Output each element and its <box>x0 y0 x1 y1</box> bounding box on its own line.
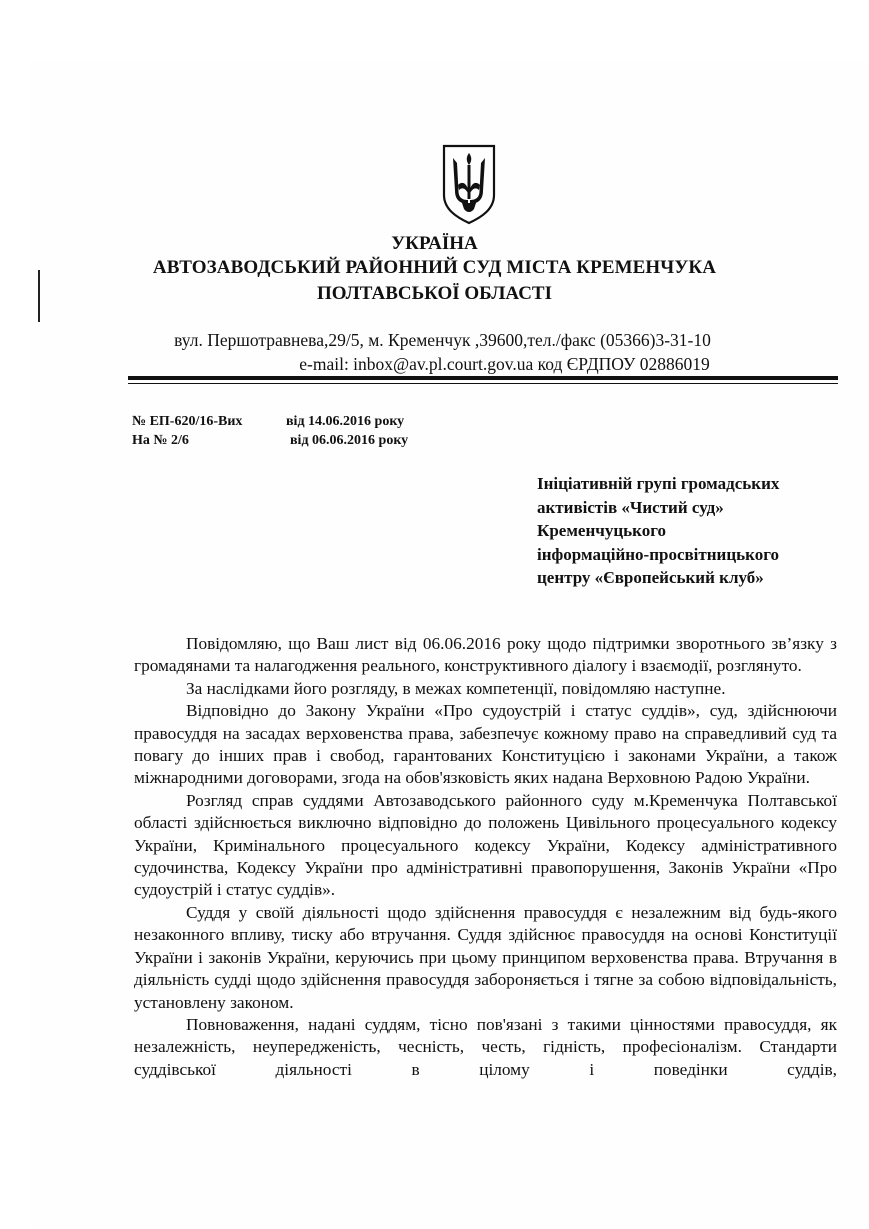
body-paragraph: Розгляд справ суддями Автозаводського районного суду м.Кременчука Полтавської області здійснюється виключно відповідно до положень Цивільного процесуального кодексу України, Кримінального процесуального кодексу України, Кодексу адміністративного судочинства, Кодексу України про адміністративні правопорушення, Законів України «Про судоустрій і статус суддів». <box>134 790 837 900</box>
court-contacts: e-mail: inbox@av.pl.court.gov.ua код ЄРДПОУ 02886019 <box>299 354 710 374</box>
addressee-line: Ініціативній групі громадських <box>537 474 780 493</box>
addressee-line: Кременчуцького <box>537 521 666 540</box>
addressee-line: інформаційно-просвітницького <box>537 544 780 564</box>
header-divider-thick <box>128 376 838 380</box>
header-country: УКРАЇНА <box>391 233 478 254</box>
body-paragraph: Відповідно до Закону України «Про судоустрій і статус суддів», суд, здійснюючи правосуддя на засадах верховенства права, забезпечує кожному право на справедливий суд та повагу до інших прав і свобод, гарантованих Конституцією і законами України, а також міжнародними договорами, згода на обов'язковість яких надана Верховною Радою України. <box>134 701 837 788</box>
header-divider-thin <box>128 383 838 384</box>
header-region: ПОЛТАВСЬКОЇ ОБЛАСТІ <box>317 283 552 304</box>
addressee-block <box>537 472 837 590</box>
ukraine-trident-emblem-icon <box>440 143 498 225</box>
body-paragraph: Повноваження, надані суддям, тісно пов'язані з такими цінностями правосуддя, як незалежність, неупередженість, чесність, честь, гідність, професіоналізм. Стандарти суддівської діяльності в цілому і поведінки суддів, <box>134 1014 837 1079</box>
header-court-name: АВТОЗАВОДСЬКИЙ РАЙОННИЙ СУД МІСТА КРЕМЕНЧУКА <box>152 257 717 278</box>
body-paragraph: Повідомляю, що Ваш лист від 06.06.2016 року щодо підтримки зворотнього зв’язку з громадянами та налагодження реального, конструктивного діалогу і взаємодії, розглянуто. <box>134 634 837 676</box>
outgoing-date: від 14.06.2016 року <box>286 414 405 429</box>
outgoing-number: № ЕП-620/16-Вих <box>132 414 243 429</box>
incoming-date: від 06.06.2016 року <box>290 433 409 448</box>
addressee-line: активістів «Чистий суд» <box>537 497 724 517</box>
body-paragraph: За наслідками його розгляду, в межах компетенції, повідомляю наступне. <box>186 678 726 698</box>
letter-body <box>134 633 837 1081</box>
body-paragraph: Суддя у своїй діяльності щодо здійснення правосуддя є незалежним від будь-якого незаконного впливу, тиску або втручання. Суддя здійснює правосуддя на основі Конституції України і законів України, керуючись при цьому принципом верховенства права. Втручання в діяльність судді щодо здійснення правосуддя забороняється і тягне за собою відповідальність, установлену законом. <box>134 902 837 1012</box>
addressee-line: центру «Європейський клуб» <box>537 568 764 587</box>
incoming-number: На № 2/6 <box>132 433 189 448</box>
court-address: вул. Першотравнева,29/5, м. Кременчук ,39600,тел./факс (05366)3-31-10 <box>174 330 711 350</box>
